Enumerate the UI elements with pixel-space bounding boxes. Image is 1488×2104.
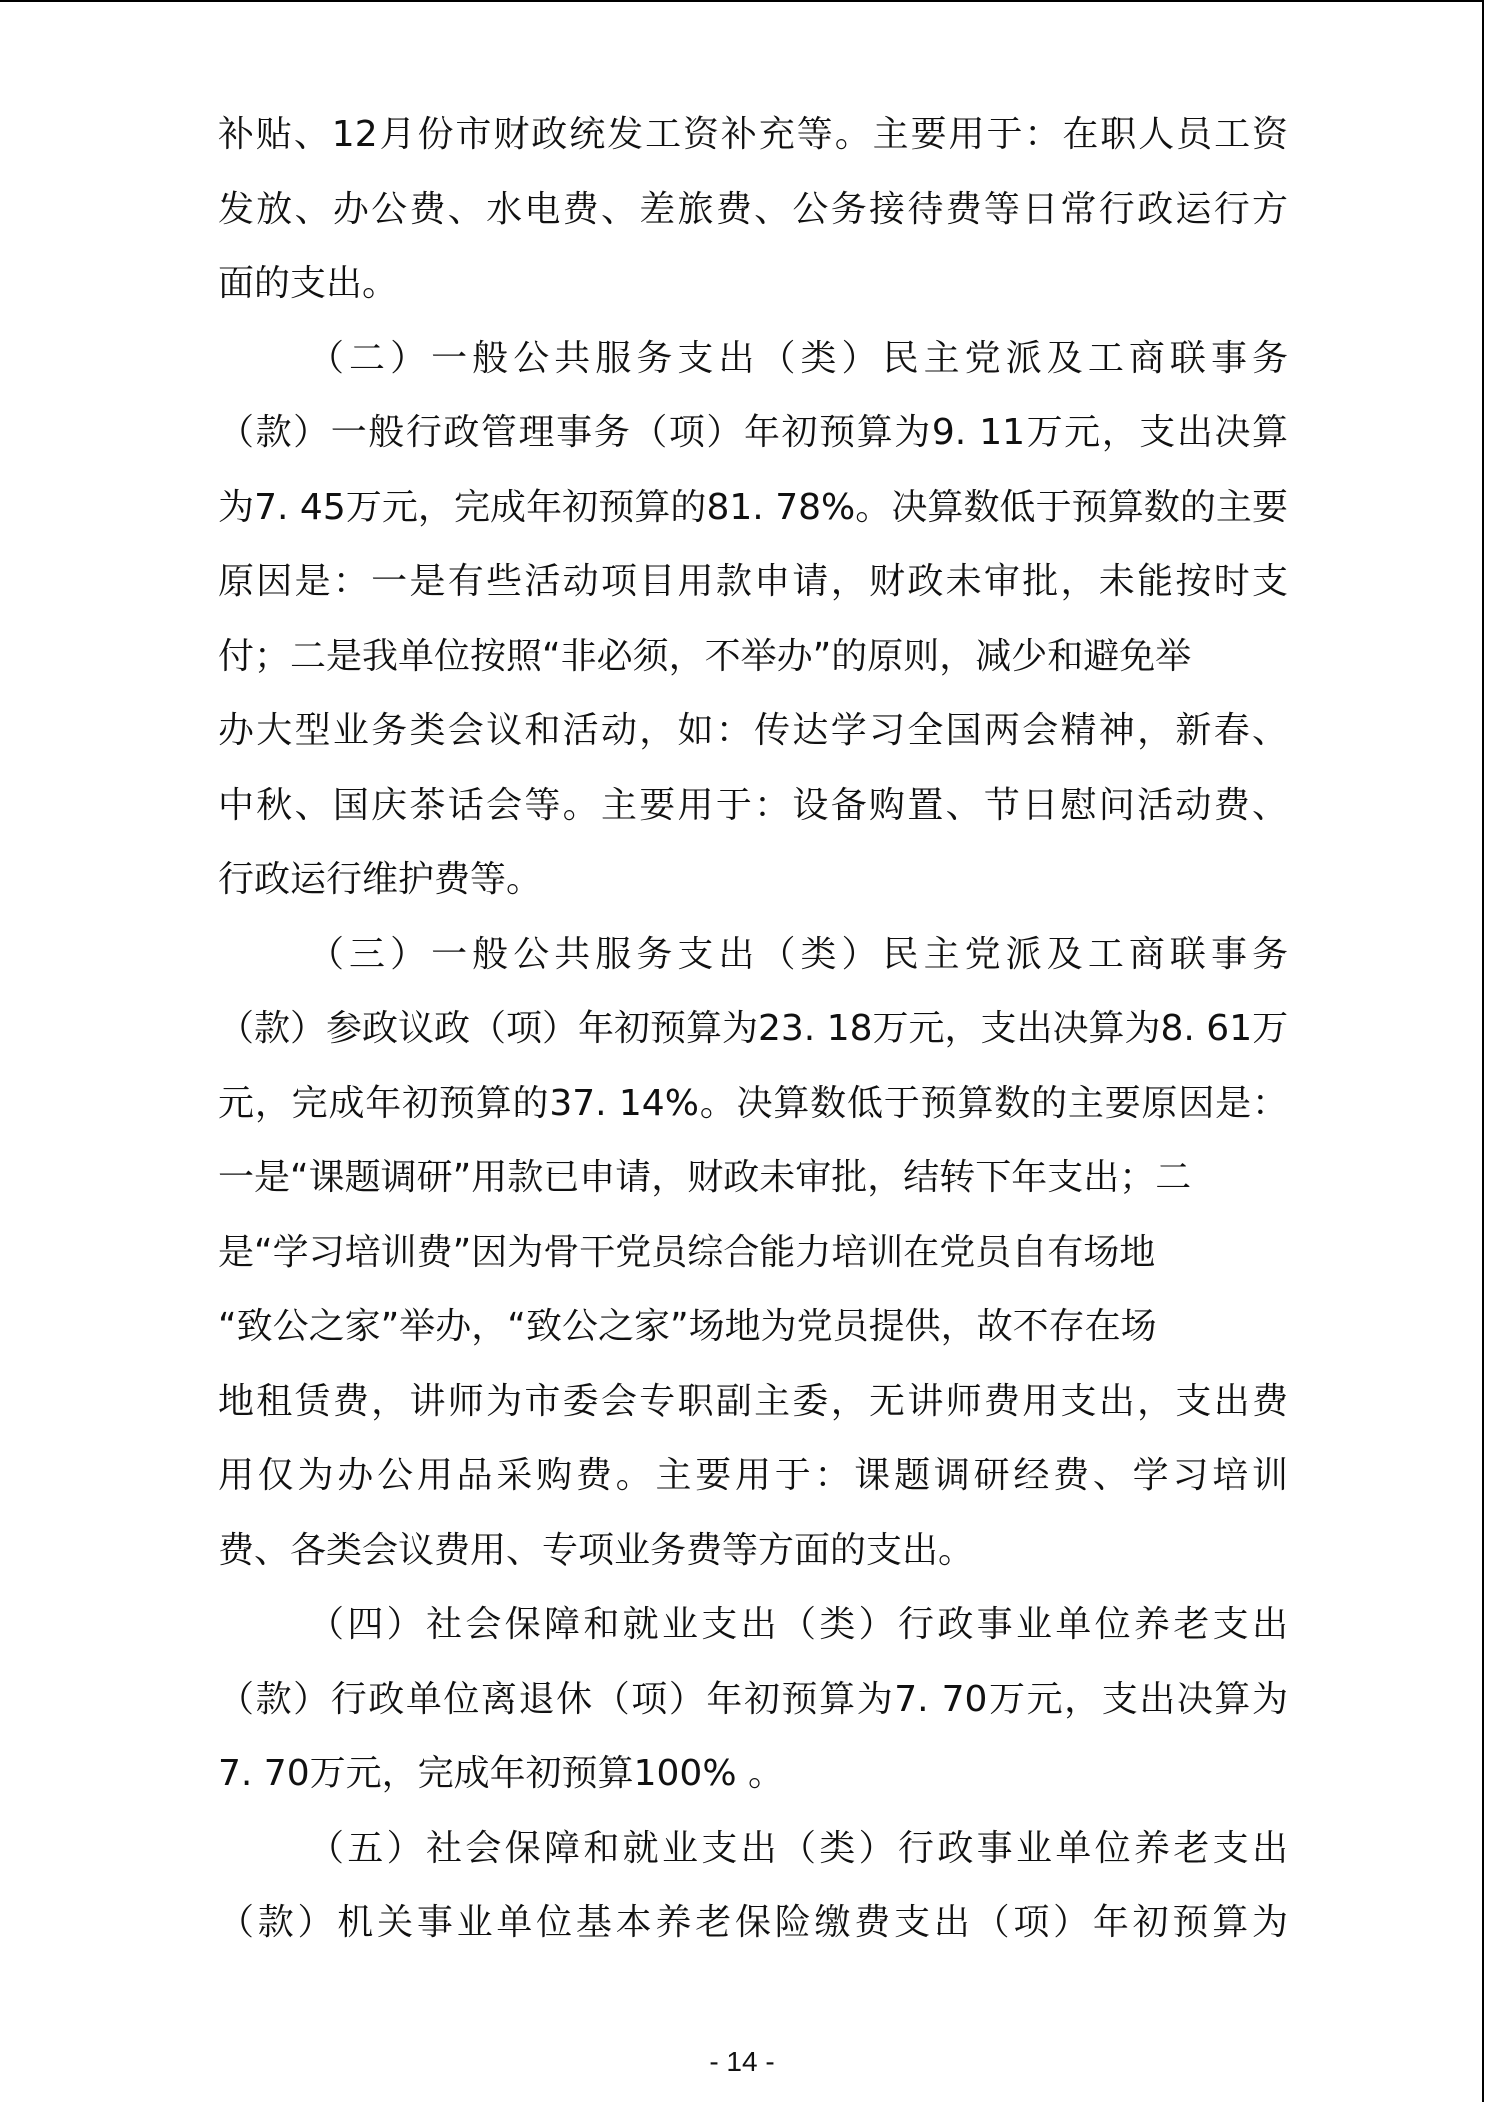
text-line: 行政运行维护费等。 (218, 859, 543, 900)
text-line: （五）社会保障和就业支出（类）行政事业单位养老支出 (308, 1827, 1288, 1869)
text-line: 费、各类会议费用、专项业务费等方面的支出。 (218, 1529, 975, 1571)
body-text (218, 98, 1288, 1961)
text-line: 7. 70万元，完成年初预算100% 。 (218, 1753, 784, 1794)
text-line: （四）社会保障和就业支出（类）行政事业单位养老支出 (308, 1604, 1288, 1645)
text-line: “致公之家”举办，“致公之家”场地为党员提供，故不存在场 (218, 1306, 1157, 1347)
text-line: 是“学习培训费”因为骨干党员综合能力培训在党员自有场地 (218, 1231, 1156, 1273)
text-line: 一是“课题调研”用款已申请，财政未审批，结转下年支出；二 (218, 1157, 1192, 1198)
text-line: 付；二是我单位按照“非必须，不举办”的原则，减少和避免举 (218, 635, 1192, 677)
text-line: （款）机关事业单位基本养老保险缴费支出（项）年初预算为 (218, 1902, 1288, 1943)
text-line: 发放、办公费、水电费、差旅费、公务接待费等日常行政运行方 (218, 188, 1288, 230)
text-line: （款）参政议政（项）年初预算为23. 18万元，支出决算为8. 61万 (218, 1008, 1289, 1049)
text-line: 为7. 45万元，完成年初预算的81. 78%。决算数低于预算数的主要 (218, 486, 1288, 528)
text-line: （三）一般公共服务支出（类）民主党派及工商联事务 (308, 933, 1288, 975)
text-line: 地租赁费，讲师为市委会专职副主委，无讲师费用支出，支出费 (218, 1380, 1288, 1422)
text-line: 面的支出。 (218, 263, 399, 304)
text-line: 元，完成年初预算的37. 14%。决算数低于预算数的主要原因是： (218, 1082, 1288, 1124)
text-line: 中秋、国庆茶话会等。主要用于：设备购置、节日慰问活动费、 (218, 784, 1288, 826)
text-line: 补贴、12月份市财政统发工资补充等。主要用于：在职人员工资 (218, 114, 1288, 155)
text-line: 用仅为办公用品采购费。主要用于：课题调研经费、学习培训 (218, 1455, 1288, 1496)
text-line: （款）一般行政管理事务（项）年初预算为9. 11万元，支出决算 (218, 412, 1288, 453)
page-number: - 14 - (709, 2046, 775, 2077)
text-line: （款）行政单位离退休（项）年初预算为7. 70万元，支出决算为 (218, 1678, 1288, 1720)
text-line: 原因是：一是有些活动项目用款申请，财政未审批，未能按时支 (218, 561, 1288, 602)
text-line: 办大型业务类会议和活动，如：传达学习全国两会精神，新春、 (218, 710, 1288, 751)
text-line: （二）一般公共服务支出（类）民主党派及工商联事务 (308, 337, 1288, 379)
